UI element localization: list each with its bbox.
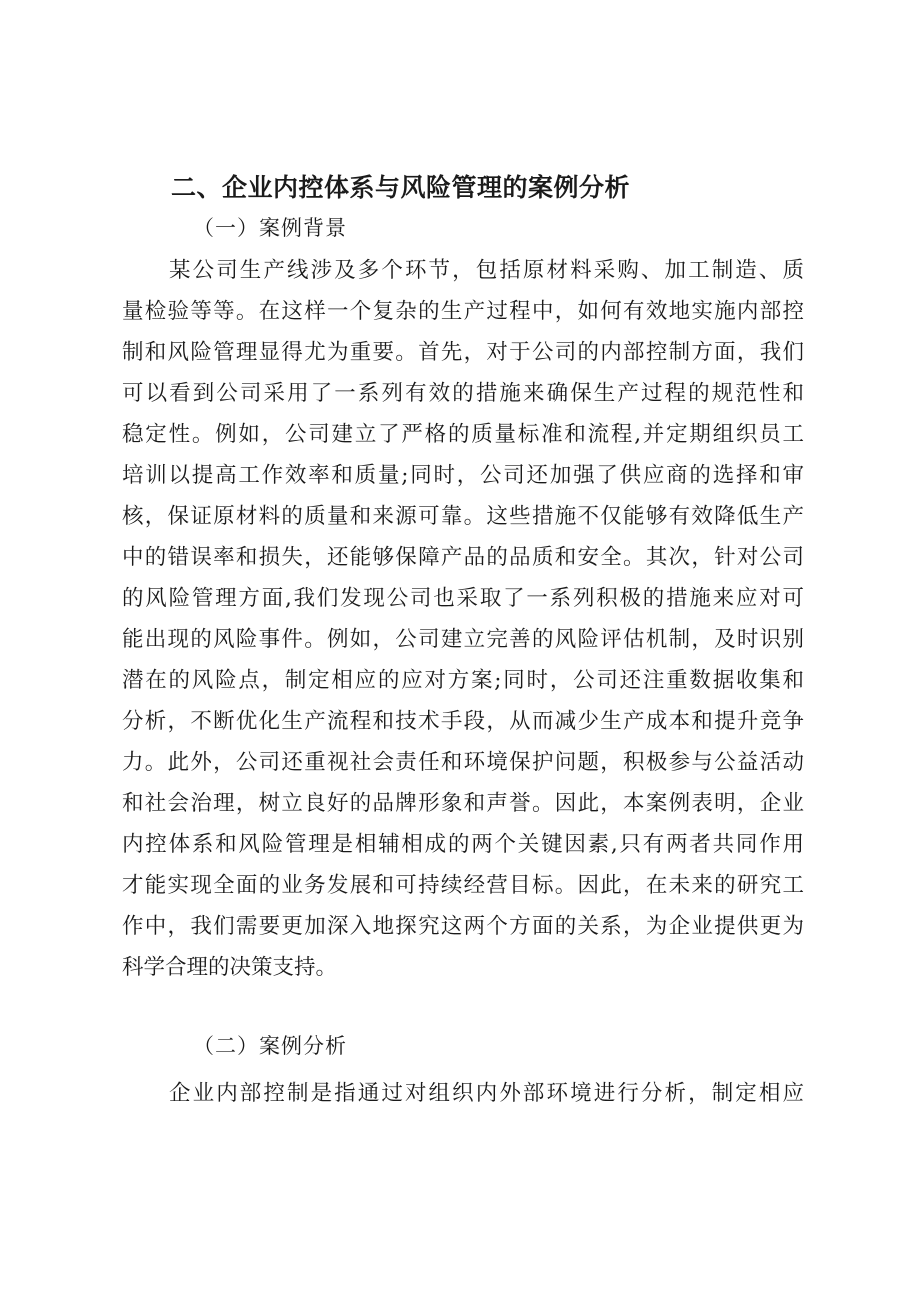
paragraph-case-background [122,250,804,988]
paragraph-line: 能出现的风险事件。例如，公司建立完善的风险评估机制，及时识别 [122,627,804,652]
paragraph-case-analysis [122,1073,804,1114]
section-heading: 二、企业内控体系与风险管理的案例分析 [171,173,631,202]
paragraph-line: 可以看到公司采用了一系列有效的措施来确保生产过程的规范性和 [122,381,804,406]
paragraph-line: 稳定性。例如，公司建立了严格的质量标准和流程,并定期组织员工 [122,422,804,447]
paragraph-line: 内控体系和风险管理是相辅相成的两个关键因素,只有两者共同作用 [122,832,804,857]
subheading-case-background: （一）案例背景 [193,216,347,240]
paragraph-line: 力。此外，公司还重视社会责任和环境保护问题，积极参与公益活动 [122,750,804,775]
paragraph-line: 作中，我们需要更加深入地探究这两个方面的关系，为企业提供更为 [122,914,804,939]
paragraph-line: 某公司生产线涉及多个环节，包括原材料采购、加工制造、质 [169,258,804,283]
paragraph-line: 分析，不断优化生产流程和技术手段，从而减少生产成本和提升竞争 [122,709,804,734]
paragraph-line: 才能实现全面的业务发展和可持续经营目标。因此，在未来的研究工 [122,873,804,898]
paragraph-line: 核，保证原材料的质量和来源可靠。这些措施不仅能够有效降低生产 [122,504,804,529]
paragraph-line: 企业内部控制是指通过对组织内外部环境进行分析，制定相应 [169,1081,804,1106]
paragraph-line: 潜在的风险点，制定相应的应对方案;同时，公司还注重数据收集和 [122,668,804,693]
paragraph-line: 和社会治理，树立良好的品牌形象和声誉。因此，本案例表明，企业 [122,791,804,816]
paragraph-line: 量检验等等。在这样一个复杂的生产过程中，如何有效地实施内部控 [122,299,804,324]
paragraph-line: 制和风险管理显得尤为重要。首先，对于公司的内部控制方面，我们 [122,340,804,365]
paragraph-line: 中的错误率和损失，还能够保障产品的品质和安全。其次，针对公司 [122,545,804,570]
subheading-case-analysis: （二）案例分析 [193,1034,347,1058]
paragraph-line: 培训以提高工作效率和质量;同时，公司还加强了供应商的选择和审 [122,463,804,488]
paragraph-line: 的风险管理方面,我们发现公司也采取了一系列积极的措施来应对可 [122,586,804,611]
paragraph-line: 科学合理的决策支持。 [122,955,338,980]
